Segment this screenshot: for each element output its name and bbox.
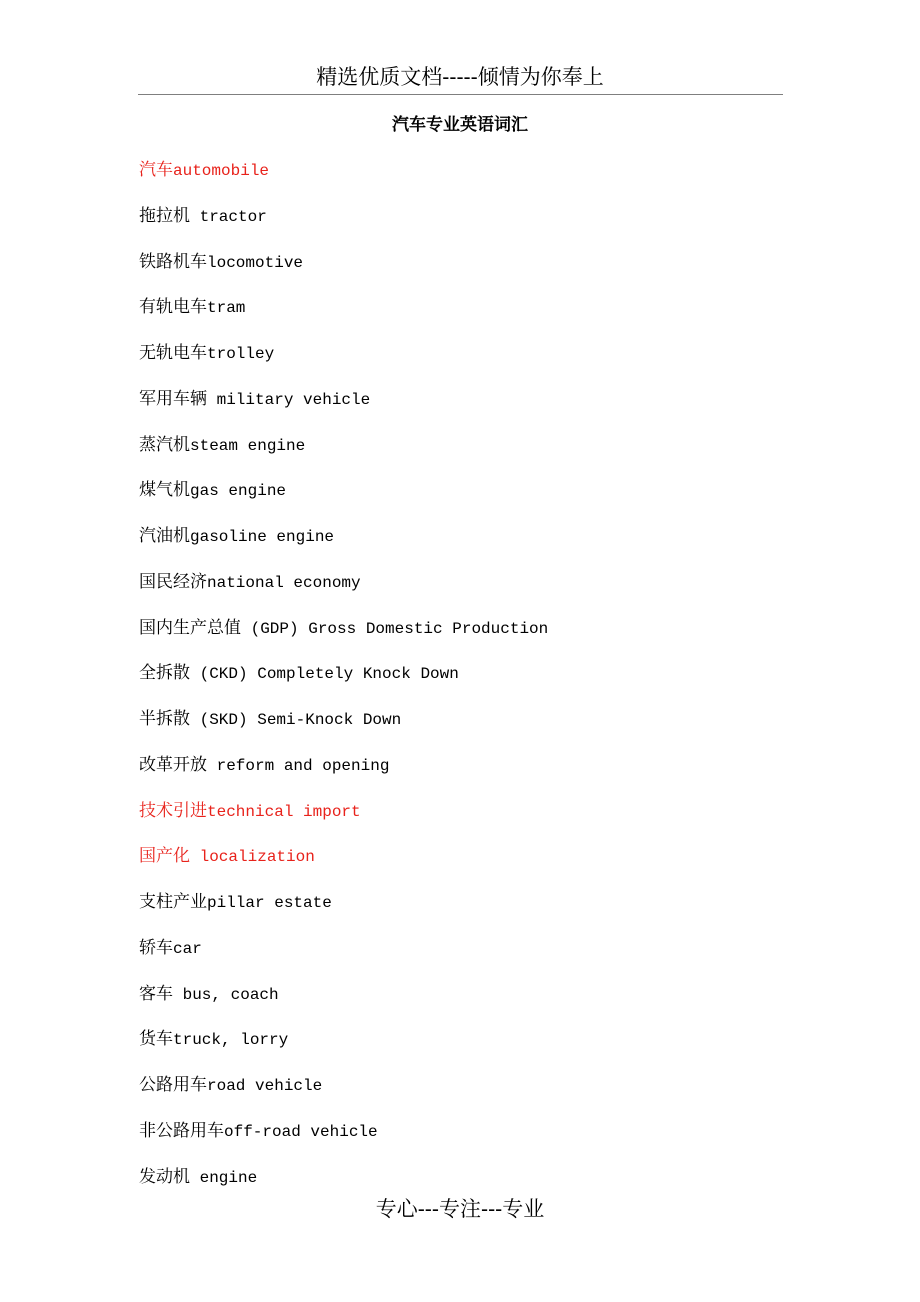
entry-english-term: trolley bbox=[207, 345, 275, 363]
vocabulary-entry bbox=[139, 659, 548, 705]
entry-chinese-term: 客车 bbox=[139, 983, 173, 1004]
entry-english-term: (GDP) Gross Domestic Production bbox=[241, 619, 549, 638]
page-footer: 专心---专注---专业 bbox=[375, 1197, 545, 1221]
vocabulary-entry bbox=[139, 797, 548, 843]
vocabulary-entry bbox=[139, 202, 548, 248]
entry-english-term: military vehicle bbox=[207, 390, 371, 409]
entry-chinese-term: 国产化 bbox=[139, 846, 190, 867]
entry-chinese-term: 改革开放 bbox=[139, 754, 207, 775]
entry-english-term: tram bbox=[207, 299, 246, 318]
entry-chinese-term: 技术引进 bbox=[139, 800, 207, 821]
entry-chinese-term: 公路用车 bbox=[139, 1075, 207, 1095]
vocabulary-entry bbox=[139, 1025, 548, 1071]
vocabulary-entry bbox=[139, 842, 548, 888]
vocabulary-entry bbox=[139, 339, 548, 385]
entry-chinese-term: 国民经济 bbox=[139, 571, 207, 592]
entry-chinese-term: 有轨电车 bbox=[139, 297, 207, 318]
vocabulary-entry bbox=[139, 248, 548, 294]
vocabulary-entry bbox=[139, 934, 548, 980]
entry-chinese-term: 全拆散 bbox=[139, 663, 190, 684]
entry-english-term: localization bbox=[190, 848, 315, 867]
entry-chinese-term: 支柱产业 bbox=[139, 892, 207, 912]
entry-english-term: gasoline engine bbox=[190, 528, 335, 546]
entry-chinese-term: 发动机 bbox=[139, 1166, 190, 1187]
vocabulary-entry bbox=[139, 980, 548, 1026]
entry-english-term: (SKD) Semi-Knock Down bbox=[190, 711, 402, 729]
entry-english-term: locomotive bbox=[207, 253, 304, 272]
entry-english-term: car bbox=[173, 939, 202, 958]
entry-chinese-term: 铁路机车 bbox=[139, 251, 207, 272]
entry-english-term: pillar estate bbox=[207, 894, 332, 912]
vocabulary-entry bbox=[139, 476, 548, 522]
vocabulary-entry bbox=[139, 385, 548, 431]
entry-english-term: off-road vehicle bbox=[224, 1122, 378, 1141]
entry-english-term: steam engine bbox=[190, 436, 306, 455]
entry-chinese-term: 汽油机 bbox=[139, 526, 190, 546]
entry-english-term: reform and opening bbox=[207, 756, 390, 775]
vocabulary-entry bbox=[139, 156, 548, 202]
vocabulary-entry bbox=[139, 888, 548, 934]
entry-english-term: engine bbox=[190, 1168, 258, 1187]
entry-english-term: technical import bbox=[207, 802, 361, 821]
entry-chinese-term: 国内生产总值 bbox=[139, 617, 241, 638]
entry-english-term: automobile bbox=[173, 162, 270, 180]
entry-english-term: road vehicle bbox=[207, 1077, 323, 1095]
vocabulary-entry bbox=[139, 705, 548, 751]
entry-english-term: truck, lorry bbox=[173, 1031, 289, 1050]
page-header: 精选优质文档-----倾情为你奉上 bbox=[316, 65, 604, 89]
entry-english-term: (CKD) Completely Knock Down bbox=[190, 665, 459, 684]
header-divider bbox=[138, 94, 783, 95]
entry-chinese-term: 蒸汽机 bbox=[139, 434, 190, 455]
document-title: 汽车专业英语词汇 bbox=[392, 115, 528, 135]
vocabulary-entry bbox=[139, 522, 548, 568]
vocabulary-entry bbox=[139, 614, 548, 660]
vocabulary-entry bbox=[139, 568, 548, 614]
vocabulary-entry bbox=[139, 293, 548, 339]
vocabulary-entry bbox=[139, 1071, 548, 1117]
entry-chinese-term: 汽车 bbox=[139, 160, 173, 180]
vocabulary-entry bbox=[139, 1117, 548, 1163]
vocabulary-list bbox=[139, 156, 548, 1208]
entry-chinese-term: 军用车辆 bbox=[139, 388, 207, 409]
entry-chinese-term: 货车 bbox=[139, 1029, 173, 1050]
entry-chinese-term: 轿车 bbox=[139, 937, 173, 958]
entry-chinese-term: 非公路用车 bbox=[139, 1120, 224, 1141]
entry-english-term: national economy bbox=[207, 573, 361, 592]
entry-english-term: gas engine bbox=[190, 482, 287, 501]
vocabulary-entry bbox=[139, 431, 548, 477]
entry-chinese-term: 拖拉机 bbox=[139, 205, 190, 226]
entry-chinese-term: 煤气机 bbox=[139, 480, 190, 501]
entry-english-term: tractor bbox=[190, 207, 267, 226]
entry-chinese-term: 半拆散 bbox=[139, 709, 190, 729]
vocabulary-entry bbox=[139, 751, 548, 797]
entry-english-term: bus, coach bbox=[173, 985, 279, 1004]
entry-chinese-term: 无轨电车 bbox=[139, 343, 207, 363]
